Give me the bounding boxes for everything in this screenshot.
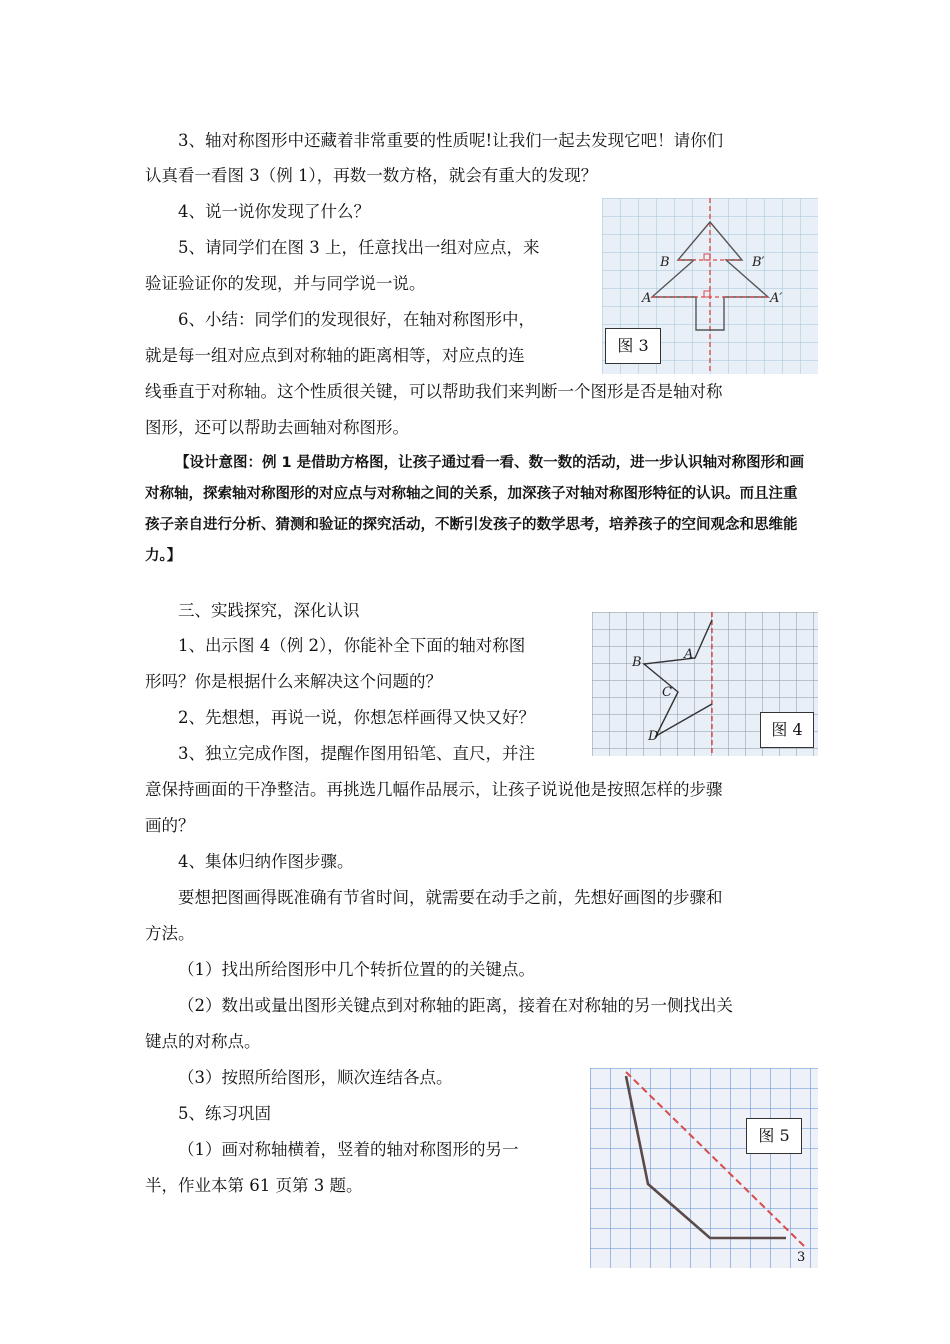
fig4-label-C: C bbox=[662, 685, 672, 700]
fig3-label-B-prime: B′ bbox=[752, 255, 765, 270]
step-4-intro-line-2: 方法。 bbox=[145, 924, 195, 943]
para-6-line-2: 就是每一组对应点到对称轴的距离相等，对应点的连 bbox=[145, 346, 525, 365]
fig3-label-A-prime: A′ bbox=[770, 291, 783, 306]
para-6-line-3: 线垂直于对称轴。这个性质很关键，可以帮助我们来判断一个图形是否是轴对称 bbox=[145, 382, 723, 401]
para-3-line-2: 认真看一看图 3（例 1），再数一数方格，就会有重大的发现？ bbox=[145, 166, 598, 185]
section-3-heading: 三、实践探究，深化认识 bbox=[178, 601, 360, 620]
para-5-line-2: 验证验证你的发现，并与同学说一说。 bbox=[145, 274, 426, 293]
page-number: 3 bbox=[797, 1250, 806, 1265]
para-3-line-1: 3、轴对称图形中还藏着非常重要的性质呢!让我们一起去发现它吧！请你们 bbox=[178, 131, 724, 150]
step-2: 2、先想想，再说一说，你想怎样画得又快又好？ bbox=[178, 708, 535, 727]
drawing-step-2-line-2: 键点的对称点。 bbox=[145, 1032, 261, 1051]
step-1-line-1: 1、出示图 4（例 2），你能补全下面的轴对称图 bbox=[178, 636, 526, 655]
para-4: 4、说一说你发现了什么？ bbox=[178, 202, 370, 221]
step-1-line-2: 形吗？你是根据什么来解决这个问题的？ bbox=[145, 672, 442, 691]
figure-3-caption: 图 3 bbox=[605, 328, 661, 364]
step-4-intro-line-1: 要想把图画得既准确有节省时间，就需要在动手之前，先想好画图的步骤和 bbox=[178, 888, 723, 907]
fig3-label-A: A bbox=[642, 291, 652, 306]
drawing-step-1: （1）找出所给图形中几个转折位置的的关键点。 bbox=[178, 960, 535, 979]
para-6-line-4: 图形，还可以帮助去画轴对称图形。 bbox=[145, 418, 409, 437]
step-3-line-2: 意保持画面的干净整洁。再挑选几幅作品展示，让孩子说说他是按照怎样的步骤 bbox=[145, 780, 723, 799]
exercise-1-line-2: 半，作业本第 61 页第 3 题。 bbox=[145, 1176, 363, 1195]
figure-5 bbox=[590, 1068, 818, 1268]
fig4-label-B: B bbox=[632, 655, 642, 670]
figure-5-drawing bbox=[590, 1068, 818, 1268]
step-3-line-1: 3、独立完成作图，提醒作图用铅笔、直尺，并注 bbox=[178, 744, 535, 763]
design-intent: 【设计意图：例 1 是借助方格图，让孩子通过看一看、数一数的活动，进一步认识轴对称图形和画对称轴，探索轴对称图形的对应点与对称轴之间的关系，加深孩子对轴对称图形特征的认识。而且注重孩子亲自进行分析、猜测和验证的探究活动，不断引发孩子的数学思考，培养孩子的空间观念和思维能力。】 bbox=[145, 455, 805, 564]
step-3-line-3: 画的？ bbox=[145, 816, 195, 835]
para-6-line-1: 6、小结：同学们的发现很好，在轴对称图形中， bbox=[178, 310, 535, 329]
fig4-label-D: D bbox=[648, 729, 659, 744]
exercise-1-line-1: （1）画对称轴横着，竖着的轴对称图形的另一 bbox=[178, 1140, 519, 1159]
figure-3 bbox=[602, 198, 818, 374]
step-4: 4、集体归纳作图步骤。 bbox=[178, 852, 354, 871]
figure-5-caption: 图 5 bbox=[746, 1118, 802, 1154]
drawing-step-3: （3）按照所给图形，顺次连结各点。 bbox=[178, 1068, 453, 1087]
figure-4 bbox=[592, 612, 818, 756]
drawing-step-2-line-1: （2）数出或量出图形关键点到对称轴的距离，接着在对称轴的另一侧找出关 bbox=[178, 996, 733, 1015]
fig3-label-B: B bbox=[660, 255, 670, 270]
fig4-label-A: A bbox=[684, 647, 694, 662]
step-5: 5、练习巩固 bbox=[178, 1104, 271, 1123]
figure-4-caption: 图 4 bbox=[760, 712, 814, 748]
para-5-line-1: 5、请同学们在图 3 上，任意找出一组对应点，来 bbox=[178, 238, 540, 257]
